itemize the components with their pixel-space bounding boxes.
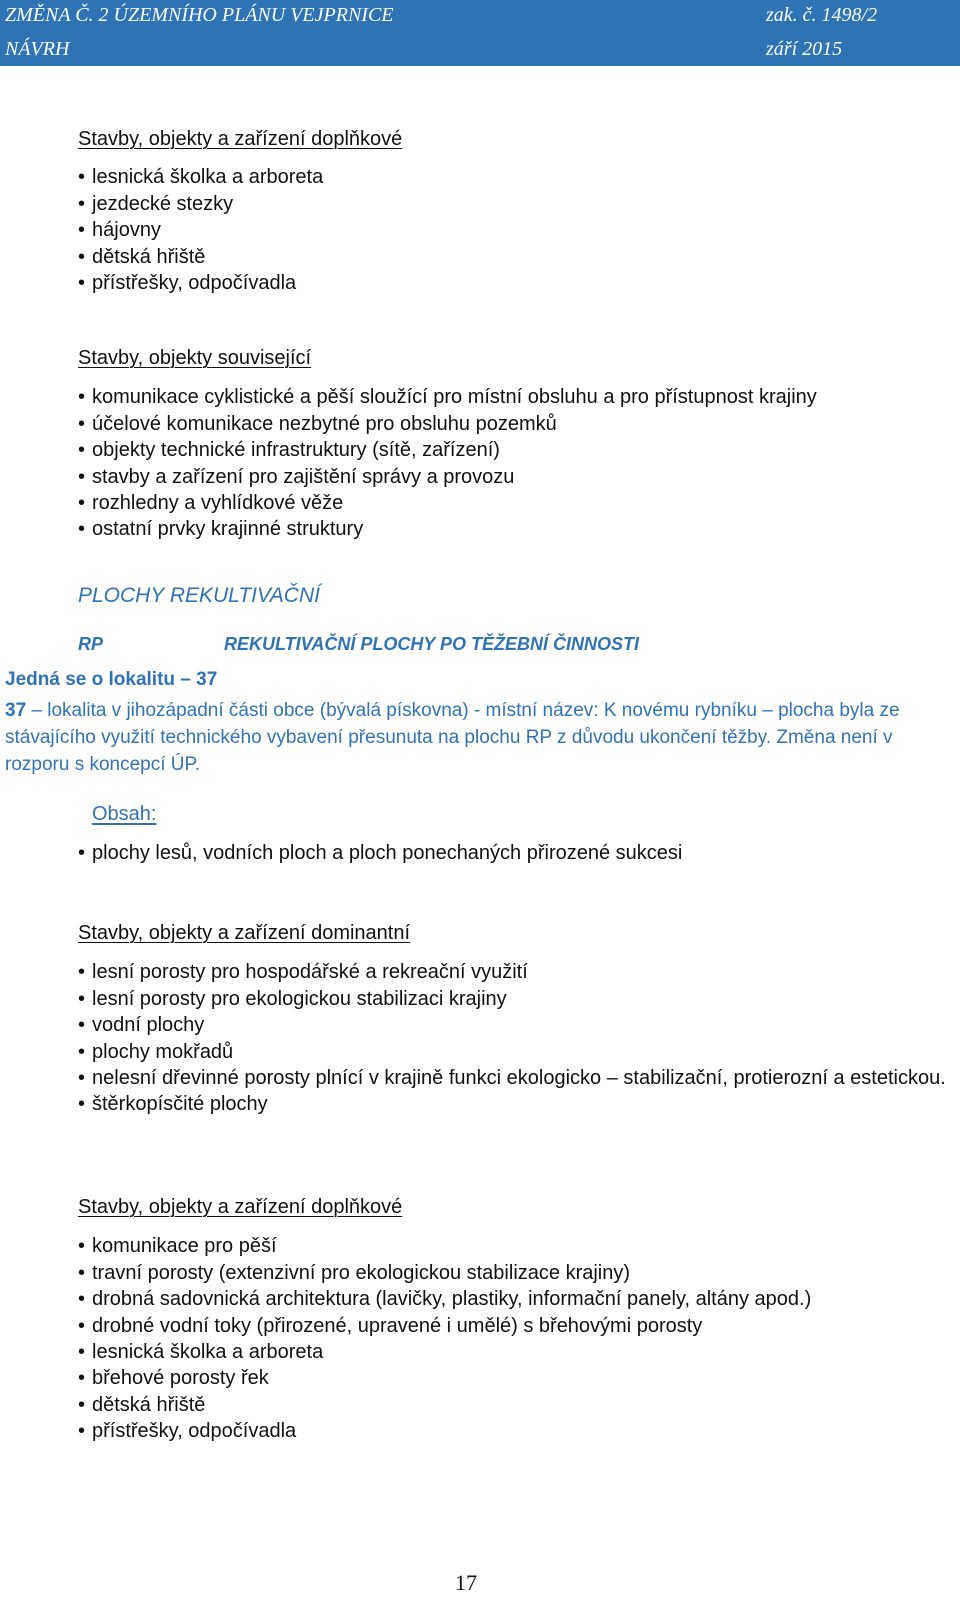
section-heading: Stavby, objekty a zařízení dominantní [78,922,411,944]
list-item: • lesnická školka a arboreta [78,1339,811,1365]
bullet-list [78,959,952,1117]
list-item: • štěrkopísčité plochy [78,1091,952,1117]
page-header [0,0,960,66]
section-doplnkove-2 [78,1194,811,1445]
list-item: • komunikace cyklistické a pěší sloužící pro místní obsluhu a pro přístupnost krajiny [78,384,817,410]
list-item: • rozhledny a vyhlídkové věže [78,490,817,516]
list-item: • dětská hřiště [78,1392,811,1418]
list-item: • přístřešky, odpočívadla [78,270,402,296]
bullet-list [78,384,817,542]
list-item: • dětská hřiště [78,244,402,270]
list-item: • účelové komunikace nezbytné pro obsluhu pozemků [78,411,817,437]
page-number: 17 [455,1570,477,1595]
section-heading: Stavby, objekty související [78,347,312,369]
list-item: • objekty technické infrastruktury (sítě, zařízení) [78,437,817,463]
section-heading: Stavby, objekty a zařízení doplňkové [78,1196,403,1218]
locality-title: Jedná se o lokalitu – 37 [5,669,218,690]
list-item: • vodní plochy [78,1012,952,1038]
list-item: • hájovny [78,217,402,243]
list-item: • lesnická školka a arboreta [78,164,402,190]
locality-number: 37 [5,700,27,721]
list-item: • lesní porosty pro hospodářské a rekreační využití [78,959,952,985]
area-code: RP [78,634,104,654]
list-item: • nelesní dřevinné porosty plnící v krajině funkci ekologicko – stabilizační, protierozní a estetickou. [78,1065,952,1091]
list-item: • plochy lesů, vodních ploch a ploch ponechaných přirozené sukcesi [78,840,682,866]
list-item: • travní porosty (extenzivní pro ekologickou stabilizace krajiny) [78,1260,811,1286]
section-dominantni [78,920,952,1118]
list-item: • drobná sadovnická architektura (lavičky, plastiky, informační panely, altány apod.) [78,1286,811,1312]
list-item: • stavby a zařízení pro zajištění správy a provozu [78,464,817,490]
list-item: • komunikace pro pěší [78,1233,811,1259]
content-label: Obsah: [92,803,157,825]
area-category-title: PLOCHY REKULTIVAČNÍ [78,584,320,607]
list-item: • lesní porosty pro ekologickou stabilizaci krajiny [78,986,952,1012]
section-souvisejici [78,345,817,543]
bullet-list [78,1233,811,1444]
locality-text: – lokalita v jihozápadní části obce (bývalá pískovna) - místní název: K novému rybníku – plocha byla ze stávajícího využití technického vybavení přesunuta na plochu RP z důvodu ukončení těžby. Změna není v rozporu s koncepcí ÚP. [5,700,900,775]
list-item: • jezdecké stezky [78,191,402,217]
document-status: NÁVRH [5,38,70,60]
list-item: • drobné vodní toky (přirozené, upravené i umělé) s břehovými porosty [78,1313,811,1339]
content-list [78,840,682,866]
document-reference: zak. č. 1498/2 [766,4,878,26]
document-title: ZMĚNA Č. 2 ÚZEMNÍHO PLÁNU VEJPRNICE [5,4,394,26]
locality-description [5,698,935,778]
list-item: • přístřešky, odpočívadla [78,1418,811,1444]
bullet-list [78,164,402,296]
list-item: • plochy mokřadů [78,1039,952,1065]
list-item: • ostatní prvky krajinné struktury [78,516,817,542]
section-doplnkove-1 [78,126,402,296]
list-item: • břehové porosty řek [78,1365,811,1391]
document-date: září 2015 [766,38,843,60]
area-name: REKULTIVAČNÍ PLOCHY PO TĚŽEBNÍ ČINNOSTI [224,634,640,654]
section-heading: Stavby, objekty a zařízení doplňkové [78,128,403,150]
